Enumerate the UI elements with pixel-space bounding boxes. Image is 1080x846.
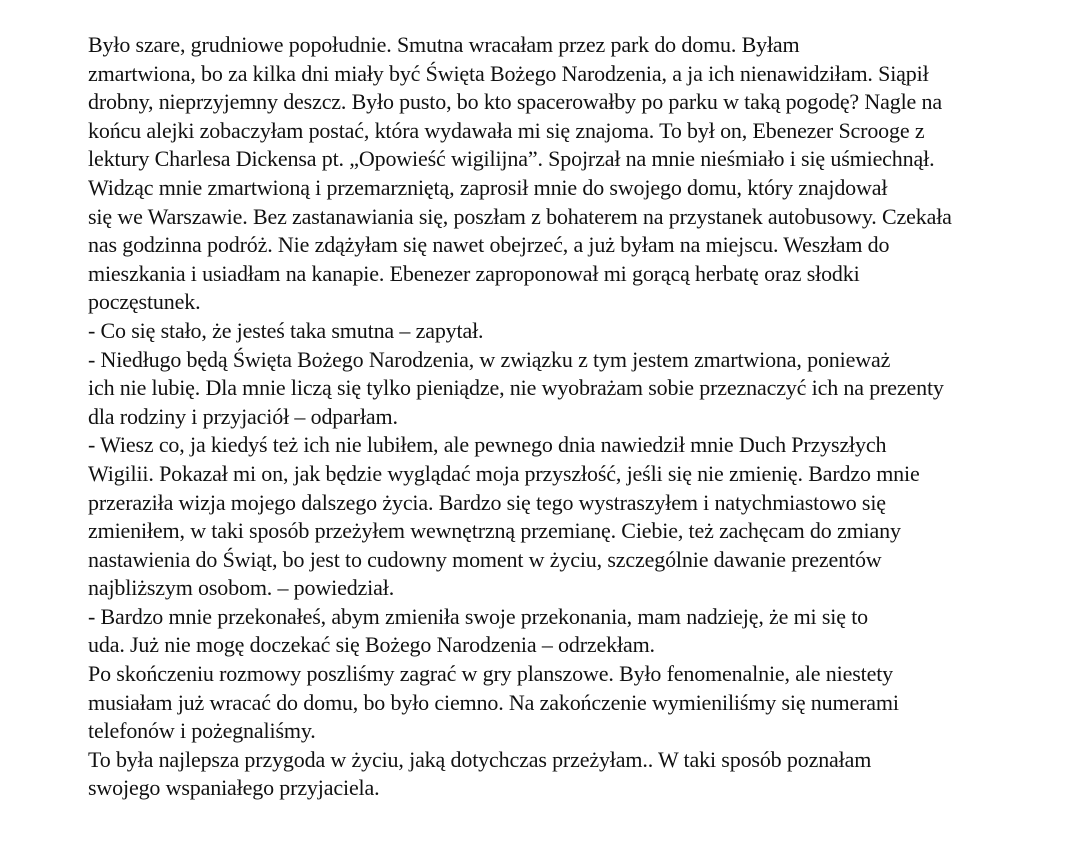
paragraph-5-dialogue — [11, 431, 1060, 603]
text-line: uda. Już nie mogę doczekać się Bożego Narodzenia – odrzekłam. — [88, 632, 655, 658]
paragraph-1 — [11, 31, 1060, 174]
text-line: poczęstunek. — [88, 289, 201, 315]
text-line: Widząc mnie zmartwioną i przemarzniętą, zaprosił mnie do swojego domu, który znajdował — [88, 174, 888, 200]
text-line: najbliższym osobom. – powiedział. — [88, 575, 395, 601]
text-line: dla rodziny i przyjaciół – odparłam. — [88, 403, 398, 429]
text-line: się we Warszawie. Bez zastanawiania się, poszłam z bohaterem na przystanek autobusowy. Czekała — [88, 203, 952, 229]
text-line: To była najlepsza przygoda w życiu, jaką dotychczas przeżyłam.. W taki sposób poznałam — [88, 746, 872, 772]
paragraph-8 — [11, 746, 1060, 803]
text-line: swojego wspaniałego przyjaciela. — [88, 775, 380, 801]
text-line: zmartwiona, bo za kilka dni miały być Święta Bożego Narodzenia, a ja ich nienawidziłam. Siąpił — [88, 60, 929, 86]
paragraph-2 — [11, 174, 1060, 317]
text-line: Było szare, grudniowe popołudnie. Smutna wracałam przez park do domu. Byłam — [88, 32, 800, 57]
text-line: zmieniłem, w taki sposób przeżyłem wewnętrzną przemianę. Ciebie, też zachęcam do zmiany — [88, 518, 901, 544]
paragraph-4-dialogue — [11, 346, 1060, 432]
text-line: - Wiesz co, ja kiedyś też ich nie lubiłem, ale pewnego dnia nawiedził mnie Duch Przyszłych — [88, 432, 887, 458]
text-line: musiałam już wracać do domu, bo było ciemno. Na zakończenie wymieniliśmy się numerami — [88, 689, 899, 715]
text-line: - Bardzo mnie przekonałeś, abym zmieniła swoje przekonania, mam nadzieję, że mi się to — [88, 603, 869, 629]
text-line: - Co się stało, że jesteś taka smutna – zapytał. — [88, 317, 484, 343]
text-line: lektury Charlesa Dickensa pt. „Opowieść wigilijna”. Spojrzał na mnie nieśmiało i się uśmiechnął. — [88, 146, 935, 172]
paragraph-6-dialogue — [11, 603, 1060, 660]
text-line: Po skończeniu rozmowy poszliśmy zagrać w gry planszowe. Było fenomenalnie, ale niestety — [88, 661, 894, 687]
text-line: mieszkania i usiadłam na kanapie. Ebenezer zaproponował mi gorącą herbatę oraz słodki — [88, 260, 860, 286]
text-line: końcu alejki zobaczyłam postać, która wydawała mi się znajoma. To był on, Ebenezer Scrooge z — [88, 117, 925, 143]
text-line: telefonów i pożegnaliśmy. — [88, 718, 316, 744]
text-line: drobny, nieprzyjemny deszcz. Było pusto, bo kto spacerowałby po parku w taką pogodę? Nagle na — [88, 89, 942, 115]
text-line: nas godzinna podróż. Nie zdążyłam się nawet obejrzeć, a już byłam na miejscu. Weszłam do — [88, 232, 890, 258]
text-line: przeraziła wizja mojego dalszego życia. Bardzo się tego wystraszyłem i natychmiastowo się — [88, 489, 886, 515]
paragraph-3-dialogue — [11, 317, 1060, 346]
text-line: nastawienia do Świąt, bo jest to cudowny moment w życiu, szczególnie dawanie prezentów — [88, 546, 882, 572]
text-line: - Niedługo będą Święta Bożego Narodzenia, w związku z tym jestem zmartwiona, ponieważ — [88, 346, 891, 372]
paragraph-7 — [11, 660, 1060, 746]
text-line: Wigilii. Pokazał mi on, jak będzie wyglądać moja przyszłość, jeśli się nie zmienię. Bardzo mnie — [88, 460, 920, 486]
text-line: ich nie lubię. Dla mnie liczą się tylko pieniądze, nie wyobrażam sobie przeznaczyć ich na prezenty — [88, 375, 944, 401]
